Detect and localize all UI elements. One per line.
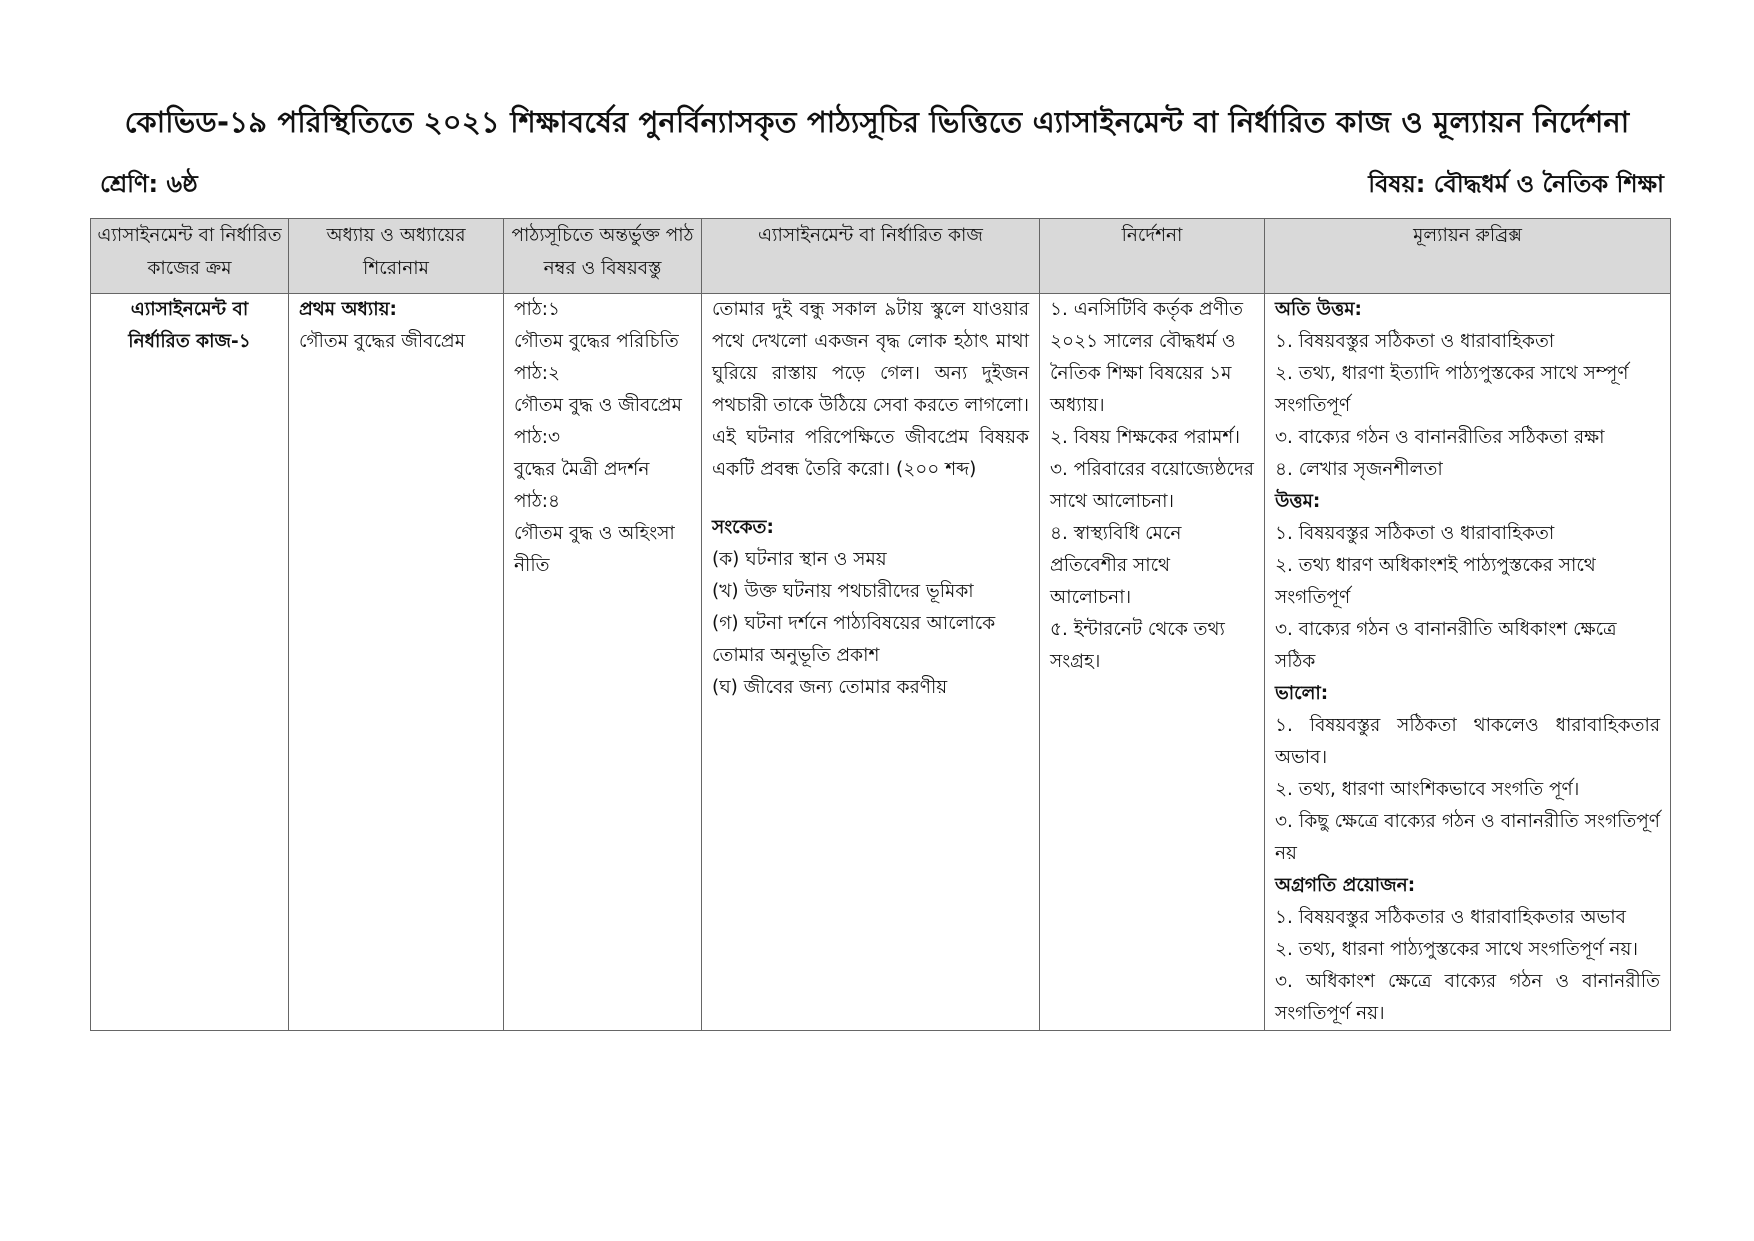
task-cell	[702, 294, 1040, 1031]
instruction-item: ২. বিষয় শিক্ষকের পরামর্শ।	[1050, 427, 1240, 448]
assignment-number: এ্যাসাইনমেন্ট বা নির্ধারিত কাজ-১	[128, 299, 251, 352]
rubric-point: ৩. বাক্যের গঠন ও বানানরীতির সঠিকতা রক্ষা	[1275, 427, 1605, 448]
rubrics-cell	[1265, 294, 1671, 1031]
instruction-item: ৩. পরিবারের বয়োজ্যেষ্ঠদের সাথে আলোচনা।	[1050, 459, 1254, 512]
header-instructions: নির্দেশনা	[1040, 219, 1265, 294]
assignment-number-cell	[91, 294, 289, 1031]
instructions-cell	[1040, 294, 1265, 1031]
lesson-item: গৌতম বুদ্ধ ও জীবপ্রেম	[514, 395, 682, 416]
hint-item: (ক) ঘটনার স্থান ও সময়	[712, 549, 887, 570]
chapter-cell	[289, 294, 504, 1031]
hint-item: (খ) উক্ত ঘটনায় পথচারীদের ভূমিকা	[712, 581, 974, 602]
rubric-level-good: উত্তম:	[1275, 491, 1321, 512]
lesson-item: বুদ্ধের মৈত্রী প্রদর্শন	[514, 459, 650, 480]
subject-label: বিষয়: বৌদ্ধধর্ম ও নৈতিক শিক্ষা	[1368, 170, 1664, 198]
lesson-item: পাঠ:৩	[514, 427, 561, 448]
rubric-point: ১. বিষয়বস্তুর সঠিকতা থাকলেও ধারাবাহিকতার অভাব।	[1275, 715, 1660, 768]
rubric-point: ২. তথ্য, ধারনা পাঠ্যপুস্তকের সাথে সংগতিপূর্ণ নয়।	[1275, 939, 1638, 960]
hint-item: (ঘ) জীবের জন্য তোমার করণীয়	[712, 677, 948, 698]
table-header-row	[91, 219, 1671, 294]
rubric-point: ১. বিষয়বস্তুর সঠিকতা ও ধারাবাহিকতা	[1275, 523, 1555, 544]
rubric-point: ৩. অধিকাংশ ক্ষেত্রে বাক্যের গঠন ও বানানরীতি সংগতিপূর্ণ নয়।	[1275, 971, 1660, 1024]
instruction-item: ১. এনসিটিবি কর্তৃক প্রণীত ২০২১ সালের বৌদ্ধধর্ম ও নৈতিক শিক্ষা বিষয়ের ১ম অধ্যায়।	[1050, 299, 1244, 416]
lesson-item: গৌতম বুদ্ধ ও অহিংসা নীতি	[514, 523, 675, 576]
chapter-name: গৌতম বুদ্ধের জীবপ্রেম	[299, 331, 465, 352]
rubric-level-excellent: অতি উত্তম:	[1275, 299, 1362, 320]
hint-item: (গ) ঘটনা দর্শনে পাঠ্যবিষয়ের আলোকে তোমার অনুভূতি প্রকাশ	[712, 613, 996, 666]
rubric-level-needs-improvement: অগ্রগতি প্রয়োজন:	[1275, 875, 1416, 896]
rubric-point: ২. তথ্য, ধারণা ইত্যাদি পাঠ্যপুস্তকের সাথে সম্পূর্ণ সংগতিপূর্ণ	[1275, 363, 1629, 416]
rubric-point: ২. তথ্য ধারণ অধিকাংশই পাঠ্যপুস্তকের সাথে সংগতিপূর্ণ	[1275, 555, 1596, 608]
task-text: তোমার দুই বন্ধু সকাল ৯টায় স্কুলে যাওয়ার পথে দেখলো একজন বৃদ্ধ লোক হঠাৎ মাথা ঘুরিয়ে রাস্তায় পড়ে গেল। অন্য দুইজন পথচারী তাকে উঠিয়ে সেবা করতে লাগলো। এই ঘটনার পরিপেক্ষিতে জীবপ্রেম বিষয়ক একটি প্রবন্ধ তৈরি করো। (২০০ শব্দ)	[712, 299, 1029, 480]
lesson-item: গৌতম বুদ্ধের পরিচিতি	[514, 331, 679, 352]
page-title: কোভিড-১৯ পরিস্থিতিতে ২০২১ শিক্ষাবর্ষের পুনর্বিন্যাসকৃত পাঠ্যসূচির ভিত্তিতে এ্যাসাইনমেন্ট বা নির্ধারিত কাজ ও মূল্যায়ন নির্দেশনা	[124, 105, 1630, 139]
lesson-item: পাঠ:৪	[514, 491, 561, 512]
header-task: এ্যাসাইনমেন্ট বা নির্ধারিত কাজ	[702, 219, 1040, 294]
lesson-item: পাঠ:২	[514, 363, 561, 384]
spacer	[712, 486, 1029, 512]
lesson-item: পাঠ:১	[514, 299, 561, 320]
header-lessons: পাঠ্যসূচিতে অন্তর্ভুক্ত পাঠ নম্বর ও বিষয়বস্তু	[504, 219, 702, 294]
rubric-point: ১. বিষয়বস্তুর সঠিকতা ও ধারাবাহিকতা	[1275, 331, 1555, 352]
instruction-item: ৫. ইন্টারনেট থেকে তথ্য সংগ্রহ।	[1050, 619, 1225, 672]
assignment-table	[90, 218, 1671, 1031]
rubric-point: ৪. লেখার সৃজনশীলতা	[1275, 459, 1443, 480]
lessons-cell	[504, 294, 702, 1031]
header-chapter: অধ্যায় ও অধ্যায়ের শিরোনাম	[289, 219, 504, 294]
header-rubrics: মূল্যায়ন রুব্রিক্স	[1265, 219, 1671, 294]
chapter-title: প্রথম অধ্যায়:	[299, 299, 397, 320]
rubric-point: ৩. বাক্যের গঠন ও বানানরীতি অধিকাংশ ক্ষেত্রে সঠিক	[1275, 619, 1617, 672]
rubric-level-fair: ভালো:	[1275, 683, 1329, 704]
header-assignment-order: এ্যাসাইনমেন্ট বা নির্ধারিত কাজের ক্রম	[91, 219, 289, 294]
rubric-point: ২. তথ্য, ধারণা আংশিকভাবে সংগতি পূর্ণ।	[1275, 779, 1580, 800]
instruction-item: ৪. স্বাস্থ্যবিধি মেনে প্রতিবেশীর সাথে আলোচনা।	[1050, 523, 1182, 608]
class-label: শ্রেণি: ৬ষ্ঠ	[100, 170, 198, 198]
rubric-point: ১. বিষয়বস্তুর সঠিকতার ও ধারাবাহিকতার অভাব	[1275, 907, 1626, 928]
hint-title: সংকেত:	[712, 517, 774, 538]
table-row	[91, 294, 1671, 1031]
rubric-point: ৩. কিছু ক্ষেত্রে বাক্যের গঠন ও বানানরীতি সংগতিপূর্ণ নয়	[1275, 811, 1660, 864]
